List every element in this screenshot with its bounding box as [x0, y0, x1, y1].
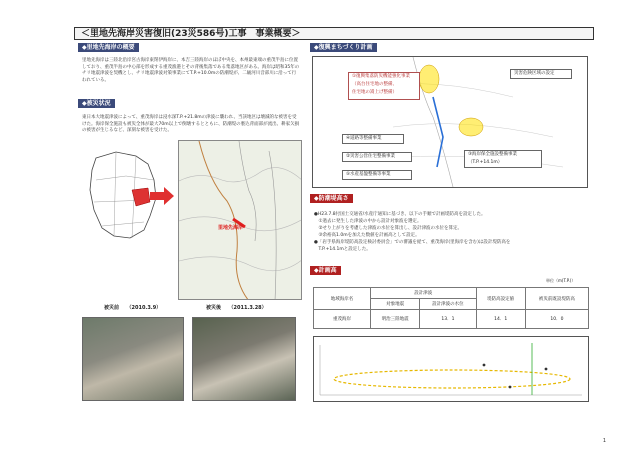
page-number: 1	[602, 438, 606, 444]
plan-callout-top: 災害危険区域の設定	[510, 69, 572, 79]
overview-text: 里地先海岸は三陸北沿岸宮古海岸東閉伊海岸に、本吉三陸海岸のほぼ中央を、本州最東端の重茂半島に位置しており、重茂半島の中心部を形成する重茂漁港とその背後集落である集落地区がある。海岸は昭和35年のチリ地震津波を契機とし、チリ地震津波対策事業にてT.P.+10.0mの防潮堤が、二級河川音部川に沿って行われている。	[82, 58, 300, 83]
before-caption: 被災前 （2010.3.9）	[104, 305, 162, 311]
plan-box-coast-label: ③海岸保全施設整備事業	[468, 152, 518, 157]
prefecture-map	[86, 150, 160, 242]
damage-text: 東日本大地震津波によって、重茂海岸は浸水深T.P.+21.8mの津波に襲われ、当該地区は壊滅的な被害を受けた。海岸保全施設も被災全体が最大70m以上で倒壊するとともに、防潮堤の裏込背面部が流出、耕家欠損の被害が生じるなど、深刻な被害を受けた。	[82, 115, 300, 133]
table-cell-target: 明治三陸地震	[371, 310, 420, 329]
before-photo	[82, 317, 184, 401]
location-arrow-icon	[150, 186, 174, 210]
table-header-area: 地域海岸名	[314, 288, 371, 310]
unit-label: 単位（m(T.P.)）	[546, 278, 576, 283]
plan-box-fishery: ⑤水産基盤整備等事業	[342, 170, 412, 180]
table-cell-height: 14．1	[476, 310, 525, 329]
plan-height-table	[313, 287, 589, 329]
plan-box-road: ④道路等整備事業	[342, 134, 404, 144]
plan-callout-1	[348, 72, 420, 100]
site-location-label: 里地先海岸	[218, 225, 244, 231]
protection-line: ●H23.7.8付国土交通省/水産庁通知に基づき、以下の手順で計画堤防高を設定した。	[314, 212, 486, 217]
protection-text	[314, 211, 594, 253]
site-map	[178, 140, 302, 300]
plan-box1-sub1: （高台住宅地の整備、	[352, 82, 397, 87]
overview-heading: ◆里地先海岸の概要	[78, 43, 139, 52]
table-header-height: 堤防高設定値	[476, 288, 525, 310]
plan-height-heading: ◆計画高	[310, 266, 341, 275]
page-title: ＜里地先海岸災害復旧(23災586号)工事 事業概要＞	[74, 27, 594, 40]
protection-line: ③余裕高1.0mを加えた数値を計画高として設定。	[314, 233, 420, 238]
table-cell-area: 重茂海岸	[314, 310, 371, 329]
damage-heading: ◆被災状況	[78, 99, 115, 108]
plan-box1-label: ①復興集落防災機能強化事業	[352, 74, 411, 79]
plan-box-coast-height: （T.P.+14.1m）	[468, 160, 503, 165]
table-header-design-wl: 設計津波の水位	[420, 299, 476, 310]
table-header-before: 被災前既設堤防高	[525, 288, 588, 310]
plan-box-housing: ②災害公営住宅整備事業	[342, 152, 412, 162]
after-photo	[192, 317, 296, 401]
table-cell-design-wl: 13．1	[420, 310, 476, 329]
protection-line: T.P.+14.1mと設定した。	[314, 247, 371, 252]
after-caption: 被災後 （2011.3.28）	[206, 305, 267, 311]
protection-heading: ◆防潮堤高さ	[310, 194, 353, 203]
protection-line: ②せり上がりを考慮した津波の水位を算出し、設計津波の水位を算定。	[314, 226, 463, 231]
protection-line: ①過去に発生した津波の中から設計対象波を選定。	[314, 219, 422, 224]
plan-box1-sub2: 住宅地の嵩上げ整備）	[352, 90, 397, 95]
plan-box-coast	[464, 150, 542, 168]
table-header-group: 設計津波	[371, 288, 477, 299]
table-cell-before: 10．0	[525, 310, 588, 329]
plan-heading: ◆復興まちづくり計画	[310, 43, 377, 52]
cross-section-figure	[313, 336, 589, 402]
protection-line: ●「岩手県海岸堤防高設定検討委員会」での審議を経て、重茂海岸(里海岸を含む)は設計堤防高を	[314, 240, 511, 245]
table-header-target: 対象地震	[371, 299, 420, 310]
